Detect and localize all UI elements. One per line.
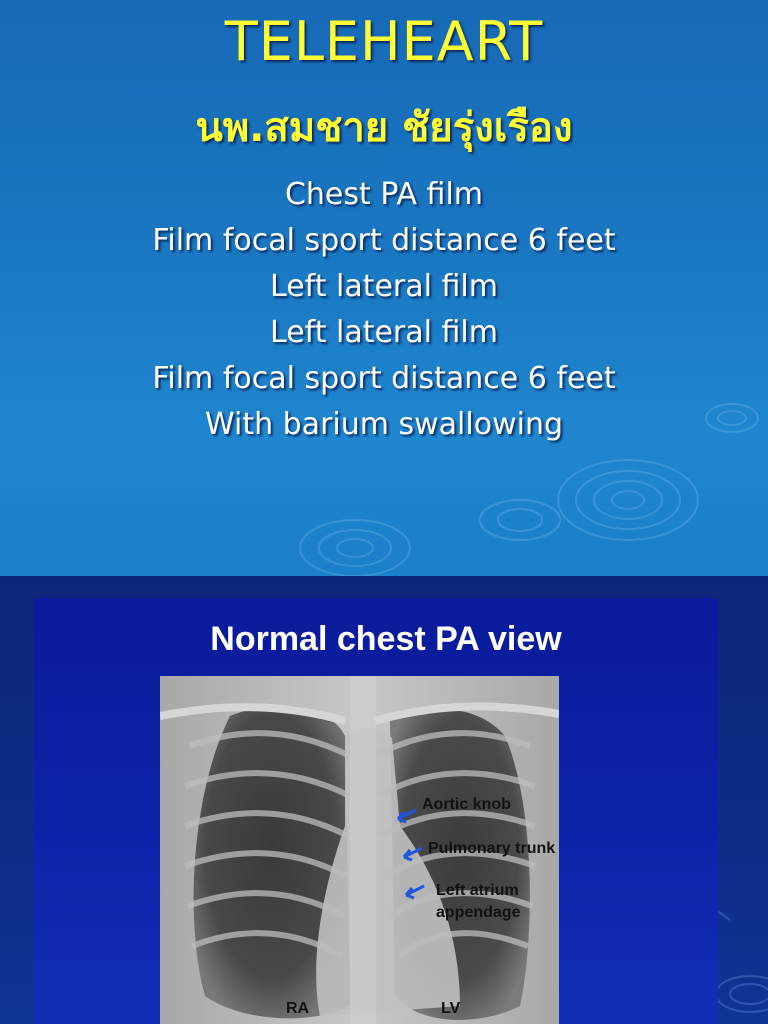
author-name: นพ.สมชาย ชัยรุ่งเรือง	[195, 105, 573, 151]
film-line: Film focal sport distance 6 feet	[152, 361, 616, 396]
xray-title: Normal chest PA view	[210, 620, 562, 658]
label-lv: LV	[441, 1000, 461, 1017]
slide-chest-pa	[0, 576, 768, 1024]
film-line: Chest PA film	[284, 177, 484, 212]
arrow-icon	[392, 808, 418, 824]
label-left-atrium: Left atrium	[436, 882, 519, 899]
film-line: Left lateral film	[270, 269, 498, 304]
chest-xray-image	[160, 676, 559, 1024]
arrow-icon	[400, 884, 426, 900]
slide-title: TELEHEART	[224, 10, 544, 73]
film-line: Film focal sport distance 6 feet	[152, 223, 616, 258]
film-line: With barium swallowing	[204, 407, 564, 442]
film-list	[0, 172, 768, 448]
label-aortic-knob: Aortic knob	[422, 796, 511, 813]
label-appendage: appendage	[436, 904, 521, 921]
xray-panel	[34, 598, 718, 1024]
film-line: Left lateral film	[270, 315, 498, 350]
label-pulmonary-trunk: Pulmonary trunk	[428, 840, 556, 857]
arrow-icon	[398, 846, 424, 862]
label-ra: RA	[286, 1000, 310, 1017]
